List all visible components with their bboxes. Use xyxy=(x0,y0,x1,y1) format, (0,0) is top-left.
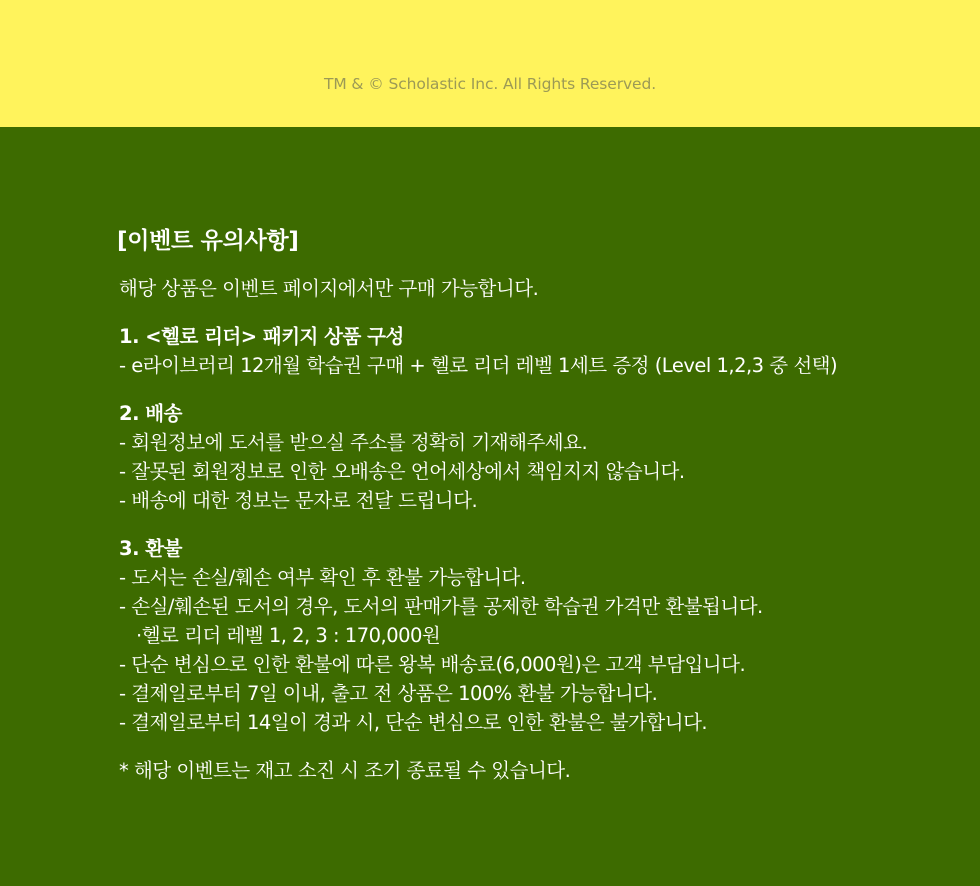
section-subline: ·헬로 리더 레벨 1, 2, 3 : 170,000원 xyxy=(136,624,441,647)
section-line: - 결제일로부터 14일이 경과 시, 단순 변심으로 인한 환불은 불가합니다. xyxy=(119,711,708,734)
notice-footnote xyxy=(119,756,570,785)
section-line: - 손실/훼손된 도서의 경우, 도서의 판매가를 공제한 학습권 가격만 환불됩니다. xyxy=(119,595,763,618)
section-line: - e라이브러리 12개월 학습권 구매 + 헬로 리더 레벨 1세트 증정 (Level 1,2,3 중 선택) xyxy=(119,354,838,377)
section-line: - 배송에 대한 정보는 문자로 전달 드립니다. xyxy=(119,489,478,512)
section-delivery xyxy=(119,399,685,515)
section-line: - 단순 변심으로 인한 환불에 따른 왕복 배송료(6,000원)은 고객 부담입니다. xyxy=(119,653,746,676)
notice-intro xyxy=(119,274,538,303)
intro-text: 해당 상품은 이벤트 페이지에서만 구매 가능합니다. xyxy=(119,277,539,300)
footnote-text: * 해당 이벤트는 재고 소진 시 조기 종료될 수 있습니다. xyxy=(119,759,571,782)
section-heading: 1. <헬로 리더> 패키지 상품 구성 xyxy=(119,325,404,348)
section-package xyxy=(119,322,837,380)
section-heading: 2. 배송 xyxy=(119,402,182,425)
section-line: - 결제일로부터 7일 이내, 출고 전 상품은 100% 환불 가능합니다. xyxy=(119,682,658,705)
event-notice-section xyxy=(0,127,980,886)
section-line: - 회원정보에 도서를 받으실 주소를 정확히 기재해주세요. xyxy=(119,431,588,454)
section-line: - 도서는 손실/훼손 여부 확인 후 환불 가능합니다. xyxy=(119,566,526,589)
section-refund xyxy=(119,534,763,737)
section-line: - 잘못된 회원정보로 인한 오배송은 언어세상에서 책임지지 않습니다. xyxy=(119,460,685,483)
section-heading: 3. 환불 xyxy=(119,537,182,560)
copyright-text: TM & © Scholastic Inc. All Rights Reserved. xyxy=(323,75,657,93)
notice-title: [이벤트 유의사항] xyxy=(117,228,299,254)
copyright-banner xyxy=(0,0,980,127)
